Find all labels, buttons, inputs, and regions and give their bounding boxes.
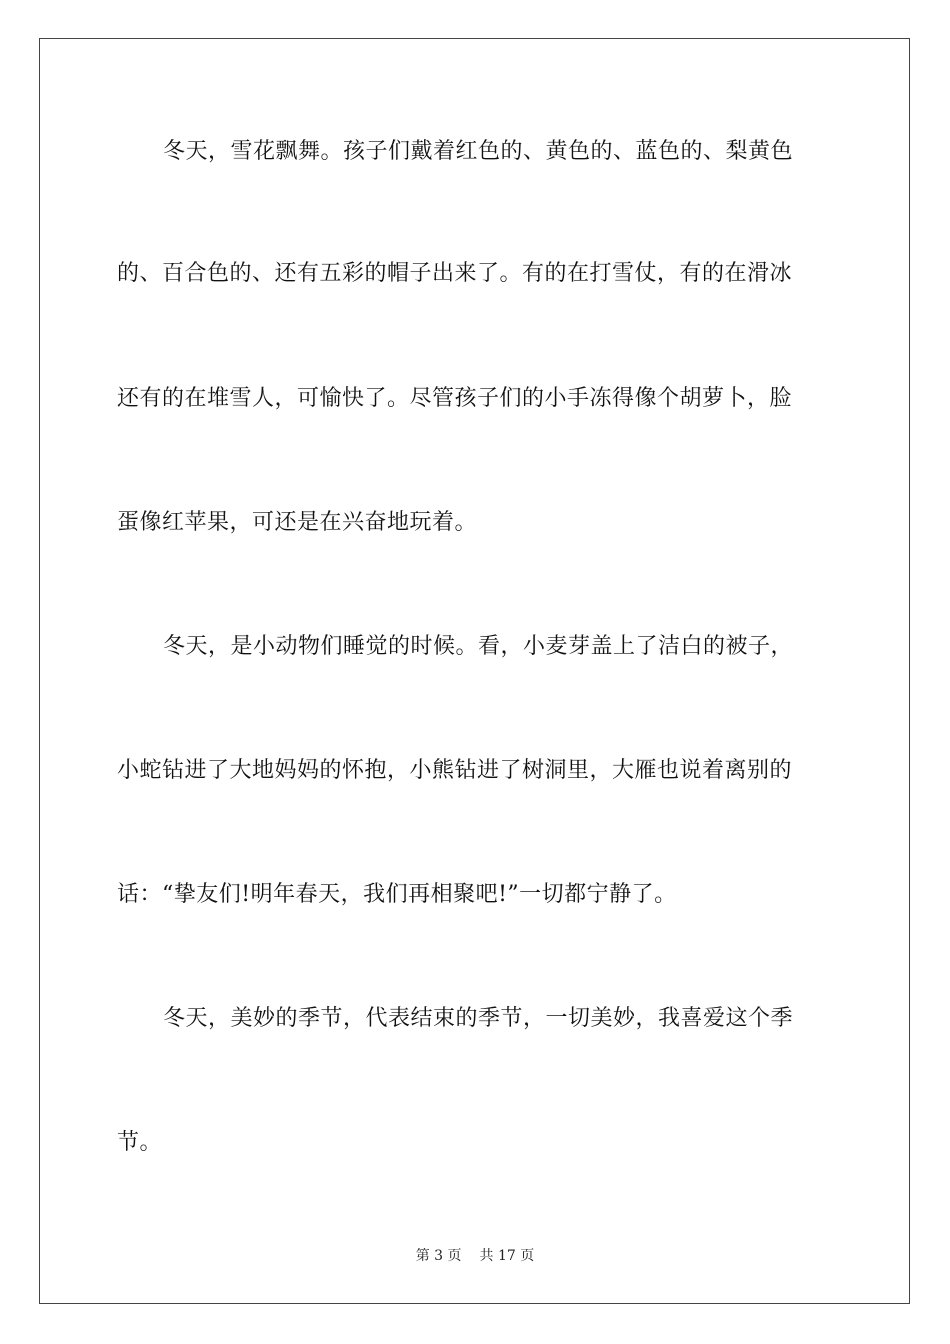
- paragraph-3-line-2: 节。: [117, 1130, 163, 1155]
- page-footer: [0, 1247, 950, 1265]
- paragraph-2-line-3: 话：“挚友们!明年春天，我们再相聚吧!”一切都宁静了。: [117, 882, 677, 907]
- page-number: 第 3 页: [415, 1248, 462, 1264]
- paragraph-1-line-4: 蛋像红苹果，可还是在兴奋地玩着。: [117, 510, 478, 535]
- paragraph-1-line-3: 还有的在堆雪人，可愉快了。尽管孩子们的小手冻得像个胡萝卜，脸: [117, 386, 793, 411]
- page-frame: [39, 38, 910, 1304]
- page-total: 共 17 页: [479, 1248, 535, 1264]
- paragraph-2-line-1: 冬天，是小动物们睡觉的时候。看，小麦芽盖上了洁白的被子，: [163, 634, 794, 659]
- paragraph-2-line-2: 小蛇钻进了大地妈妈的怀抱，小熊钻进了树洞里，大雁也说着离别的: [117, 758, 793, 783]
- paragraph-1-line-2: 的、百合色的、还有五彩的帽子出来了。有的在打雪仗，有的在滑冰: [117, 261, 793, 286]
- paragraph-3-line-1: 冬天，美妙的季节，代表结束的季节，一切美妙，我喜爱这个季: [163, 1006, 794, 1031]
- paragraph-1-line-1: 冬天，雪花飘舞。孩子们戴着红色的、黄色的、蓝色的、梨黄色: [163, 139, 794, 164]
